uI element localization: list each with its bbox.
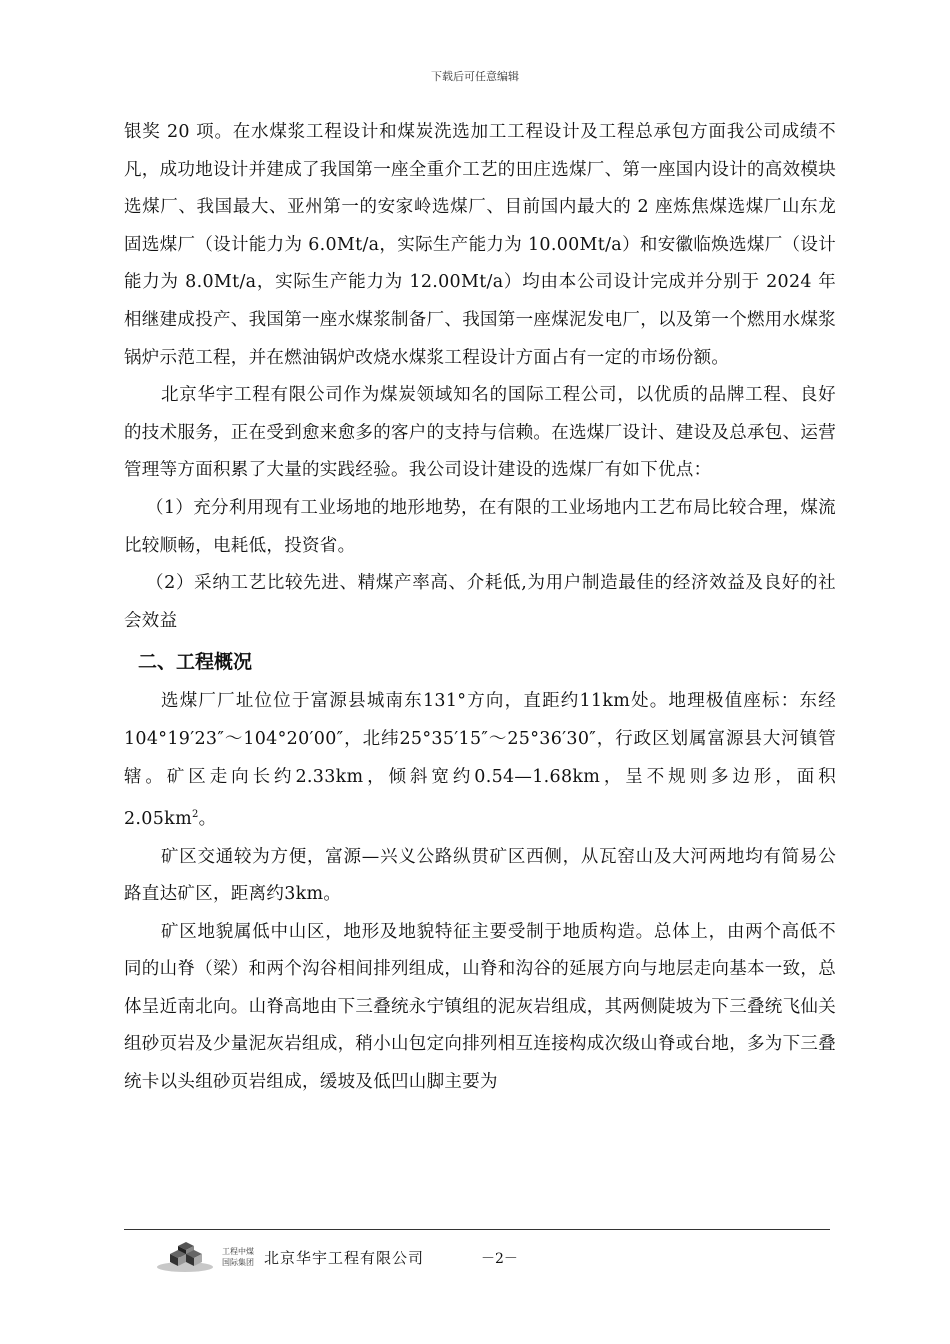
- page-footer: [156, 1240, 576, 1280]
- footer-divider: [124, 1229, 830, 1230]
- section-heading: 二、工程概况: [138, 651, 253, 674]
- paragraph-advantage-2: （2）采纳工艺比较先进、精煤产率高、介耗低,为用户制造最佳的经济效益及良好的社会效益: [124, 573, 836, 631]
- paragraph-company-intro: 北京华宇工程有限公司作为煤炭领域知名的国际工程公司，以优质的品牌工程、良好的技术服务，正在受到愈来愈多的客户的支持与信赖。在选煤厂设计、建设及总承包、运营管理等方面积累了大量的实践经验。我公司设计建设的选煤厂有如下优点：: [124, 385, 836, 481]
- logo-caption-line1: 工程中煤: [222, 1247, 254, 1256]
- page-header: 下载后可任意编辑: [431, 70, 519, 83]
- paragraph-awards: 银奖 20 项。在水煤浆工程设计和煤炭洗选加工工程设计及工程总承包方面我公司成绩不凡，成功地设计并建成了我国第一座全重介工艺的田庄选煤厂、第一座国内设计的高效模块选煤厂、我国最大、亚州第一的安家岭选煤厂、目前国内最大的 2 座炼焦煤选煤厂山东龙固选煤厂（设计能力为 6.0Mt/a，实际生产能力为 10.00Mt/a）和安徽临焕选煤厂（设计能力为 8.0Mt/a，实际生产能力为 12.00Mt/a）均由本公司设计完成并分别于 2024 年相继建成投产、我国第一座水煤浆制备厂、我国第一座煤泥发电厂，以及第一个燃用水煤浆锅炉示范工程，并在燃油锅炉改烧水煤浆工程设计方面占有一定的市场份额。: [124, 122, 836, 368]
- paragraph-landform: 矿区地貌属低中山区，地形及地貌特征主要受制于地质构造。总体上，由两个高低不同的山脊（梁）和两个沟谷相间排列组成，山脊和沟谷的延展方向与地层走向基本一致，总体呈近南北向。山脊高地由下三叠统永宁镇组的泥灰岩组成，其两侧陡坡为下三叠统飞仙关组砂页岩及少量泥灰岩组成，稍小山包定向排列相互连接构成次级山脊或台地，多为下三叠统卡以头组砂页岩组成，缓坡及低凹山脚主要为: [124, 921, 836, 1093]
- document-body: [124, 114, 836, 1102]
- site-location-end: 。: [198, 808, 217, 829]
- company-logo-icon: [156, 1240, 214, 1274]
- paragraph-advantage-1: （1）充分利用现有工业场地的地形地势，在有限的工业场地内工艺布局比较合理，煤流比较顺畅，电耗低，投资省。: [124, 497, 836, 556]
- paragraph-traffic: 矿区交通较为方便，富源—兴义公路纵贯矿区西侧，从瓦窑山及大河两地均有简易公路直达矿区，距离约3km。: [124, 846, 836, 905]
- page-number: －2－: [481, 1251, 518, 1267]
- paragraph-site-location: [124, 683, 836, 838]
- area-unit-superscript: 2: [191, 809, 199, 821]
- logo-caption: [222, 1246, 254, 1268]
- logo-caption-line2: 国际集团: [222, 1258, 254, 1267]
- footer-company-name: 北京华宇工程有限公司: [264, 1249, 425, 1267]
- site-location-text: 选煤厂厂址位位于富源县城南东131°方向，直距约11km处。地理极值座标：东经104°19′23″～104°20′00″，北纬25°35′15″～25°36′30″，行政区划属富源县大河镇管辖。矿区走向长约2.33km，倾斜宽约0.54—1.68km，呈不规则多边形，面积2.05km: [124, 691, 836, 829]
